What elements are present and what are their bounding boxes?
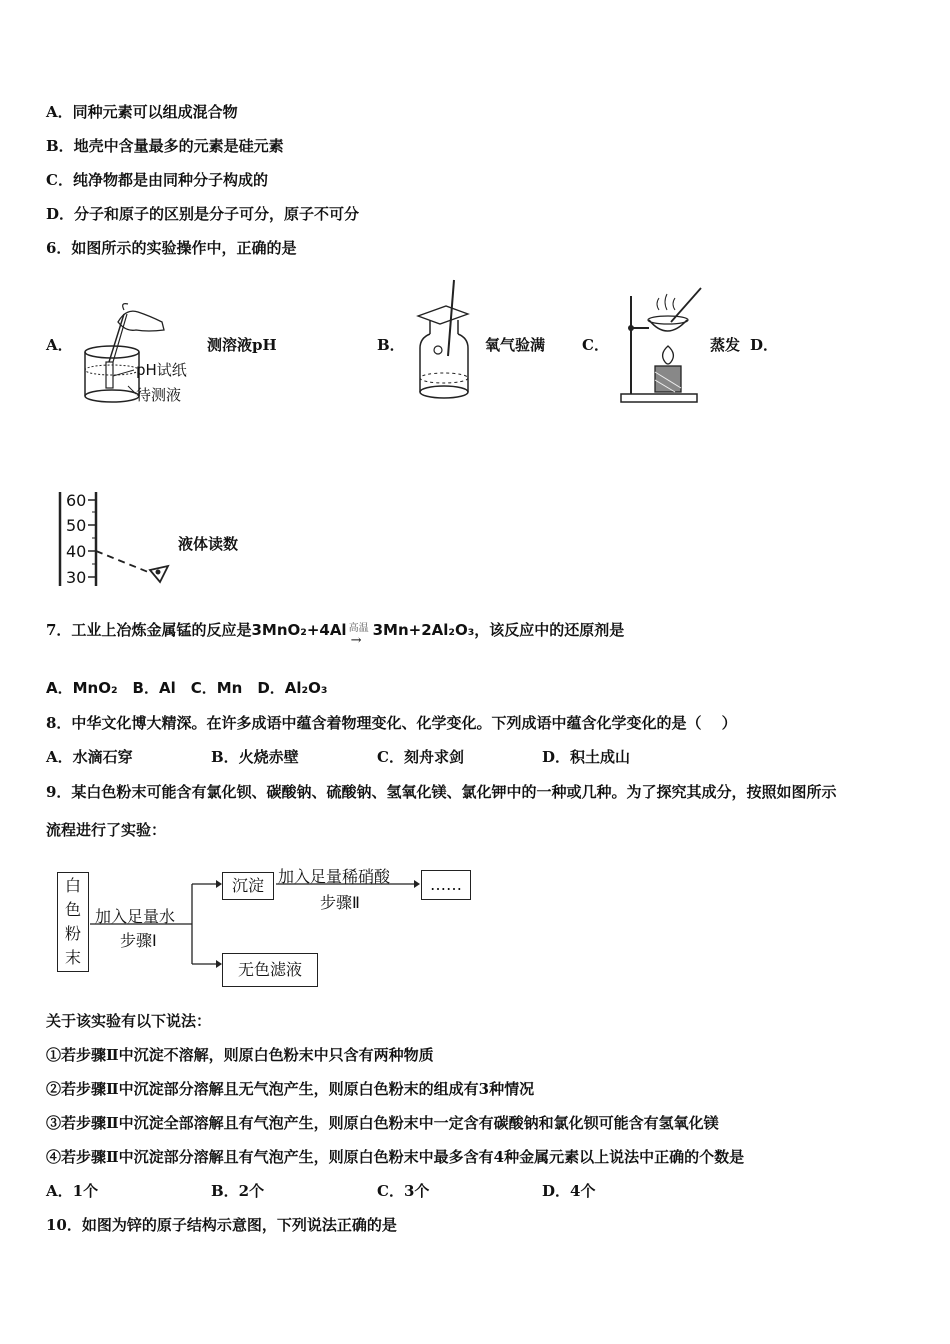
tick-60: 60 bbox=[66, 491, 87, 510]
step1-reagent: 加入足量水 bbox=[95, 907, 176, 926]
start-char-1: 白 bbox=[64, 876, 81, 895]
q6-b-letter: B． bbox=[377, 336, 405, 354]
q8-option-b: B．火烧赤壁 bbox=[211, 748, 299, 766]
test-liquid-label: 待测液 bbox=[136, 386, 182, 404]
q8-option-d: D．积土成山 bbox=[542, 748, 631, 766]
filtrate-box: 无色滤液 bbox=[222, 953, 318, 987]
q8-option-a: A．水滴石穿 bbox=[46, 748, 133, 766]
q6-d-letter: D． bbox=[750, 336, 779, 354]
q7-reactants: 3MnO₂+4Al bbox=[251, 621, 347, 639]
cylinder-reading-figure bbox=[52, 488, 178, 592]
q9-option-a: A．1个 bbox=[46, 1182, 99, 1200]
tick-30: 30 bbox=[66, 568, 87, 587]
ph-test-figure bbox=[78, 300, 196, 410]
q9-statement-4: ④若步骤Ⅱ中沉淀部分溶解且有气泡产生，则原白色粉末中最多含有4种金属元素以上说法中正确的个数是 bbox=[46, 1148, 745, 1166]
q10-stem: 10．如图为锌的原子结构示意图，下列说法正确的是 bbox=[46, 1216, 397, 1234]
ellipsis-box: …… bbox=[421, 870, 471, 900]
q6-a-caption: 测溶液pH bbox=[207, 336, 277, 354]
step1-label: 步骤Ⅰ bbox=[120, 931, 157, 950]
q6-c-letter: C． bbox=[582, 336, 609, 354]
precipitate-box: 沉淀 bbox=[222, 872, 274, 900]
ph-paper-label: pH试纸 bbox=[136, 361, 187, 379]
q9-statement-3: ③若步骤Ⅱ中沉淀全部溶解且有气泡产生，则原白色粉末中一定含有碳酸钠和氯化钡可能含有氢氧化镁 bbox=[46, 1114, 719, 1132]
q9-option-b: B．2个 bbox=[211, 1182, 265, 1200]
q7-stem-pre: 7．工业上冶炼金属锰的反应是 bbox=[46, 621, 252, 639]
q5-option-a: A．同种元素可以组成混合物 bbox=[46, 103, 238, 121]
step2-reagent: 加入足量稀硝酸 bbox=[278, 867, 391, 886]
q9-stem-line2: 流程进行了实验： bbox=[46, 821, 167, 839]
q9-stem-line1: 9．某白色粉末可能含有氯化钡、碳酸钠、硫酸钠、氢氧化镁、氯化钾中的一种或几种。为了探究其成分，按照如图所示 bbox=[46, 783, 837, 801]
q5-option-c: C．纯净物都是由同种分子构成的 bbox=[46, 171, 268, 189]
q6-b-caption: 氧气验满 bbox=[485, 336, 546, 354]
start-char-2: 色 bbox=[64, 900, 81, 919]
q8-option-c: C．刻舟求剑 bbox=[377, 748, 464, 766]
q9-intro: 关于该实验有以下说法： bbox=[46, 1012, 212, 1030]
q8-stem: 8．中华文化博大精深。在许多成语中蕴含着物理变化、化学变化。下列成语中蕴含化学变化的是（ ） bbox=[46, 714, 737, 732]
tick-50: 50 bbox=[66, 516, 87, 535]
tick-40: 40 bbox=[66, 542, 87, 561]
q5-option-d: D．分子和原子的区别是分子可分，原子不可分 bbox=[46, 205, 360, 223]
step2-label: 步骤Ⅱ bbox=[320, 893, 360, 912]
q7-stem-post: ，该反应中的还原剂是 bbox=[474, 621, 625, 639]
q6-stem: 6．如图所示的实验操作中，正确的是 bbox=[46, 239, 297, 257]
q7-stem bbox=[46, 620, 625, 648]
q6-d-caption: 液体读数 bbox=[178, 535, 239, 553]
q7-condition: 高温 bbox=[348, 623, 369, 634]
white-powder-box bbox=[57, 872, 89, 972]
q9-statement-2: ②若步骤Ⅱ中沉淀部分溶解且无气泡产生，则原白色粉末的组成有3种情况 bbox=[46, 1080, 535, 1098]
q6-c-caption: 蒸发 bbox=[710, 336, 741, 354]
start-char-4: 末 bbox=[64, 948, 81, 967]
q9-statement-1: ①若步骤Ⅱ中沉淀不溶解，则原白色粉末中只含有两种物质 bbox=[46, 1046, 434, 1064]
q9-option-c: C．3个 bbox=[377, 1182, 430, 1200]
q7-products: 3Mn+2Al₂O₃ bbox=[372, 621, 475, 639]
q7-options: A．MnO₂ B．Al C．Mn D．Al₂O₃ bbox=[46, 679, 328, 697]
start-char-3: 粉 bbox=[64, 924, 81, 943]
q7-arrow: → bbox=[350, 633, 362, 648]
evaporation-figure bbox=[615, 280, 705, 404]
q5-option-b: B．地壳中含量最多的元素是硅元素 bbox=[46, 137, 284, 155]
q9-option-d: D．4个 bbox=[542, 1182, 596, 1200]
oxygen-test-figure bbox=[410, 276, 478, 404]
q6-a-letter: A． bbox=[46, 336, 73, 354]
